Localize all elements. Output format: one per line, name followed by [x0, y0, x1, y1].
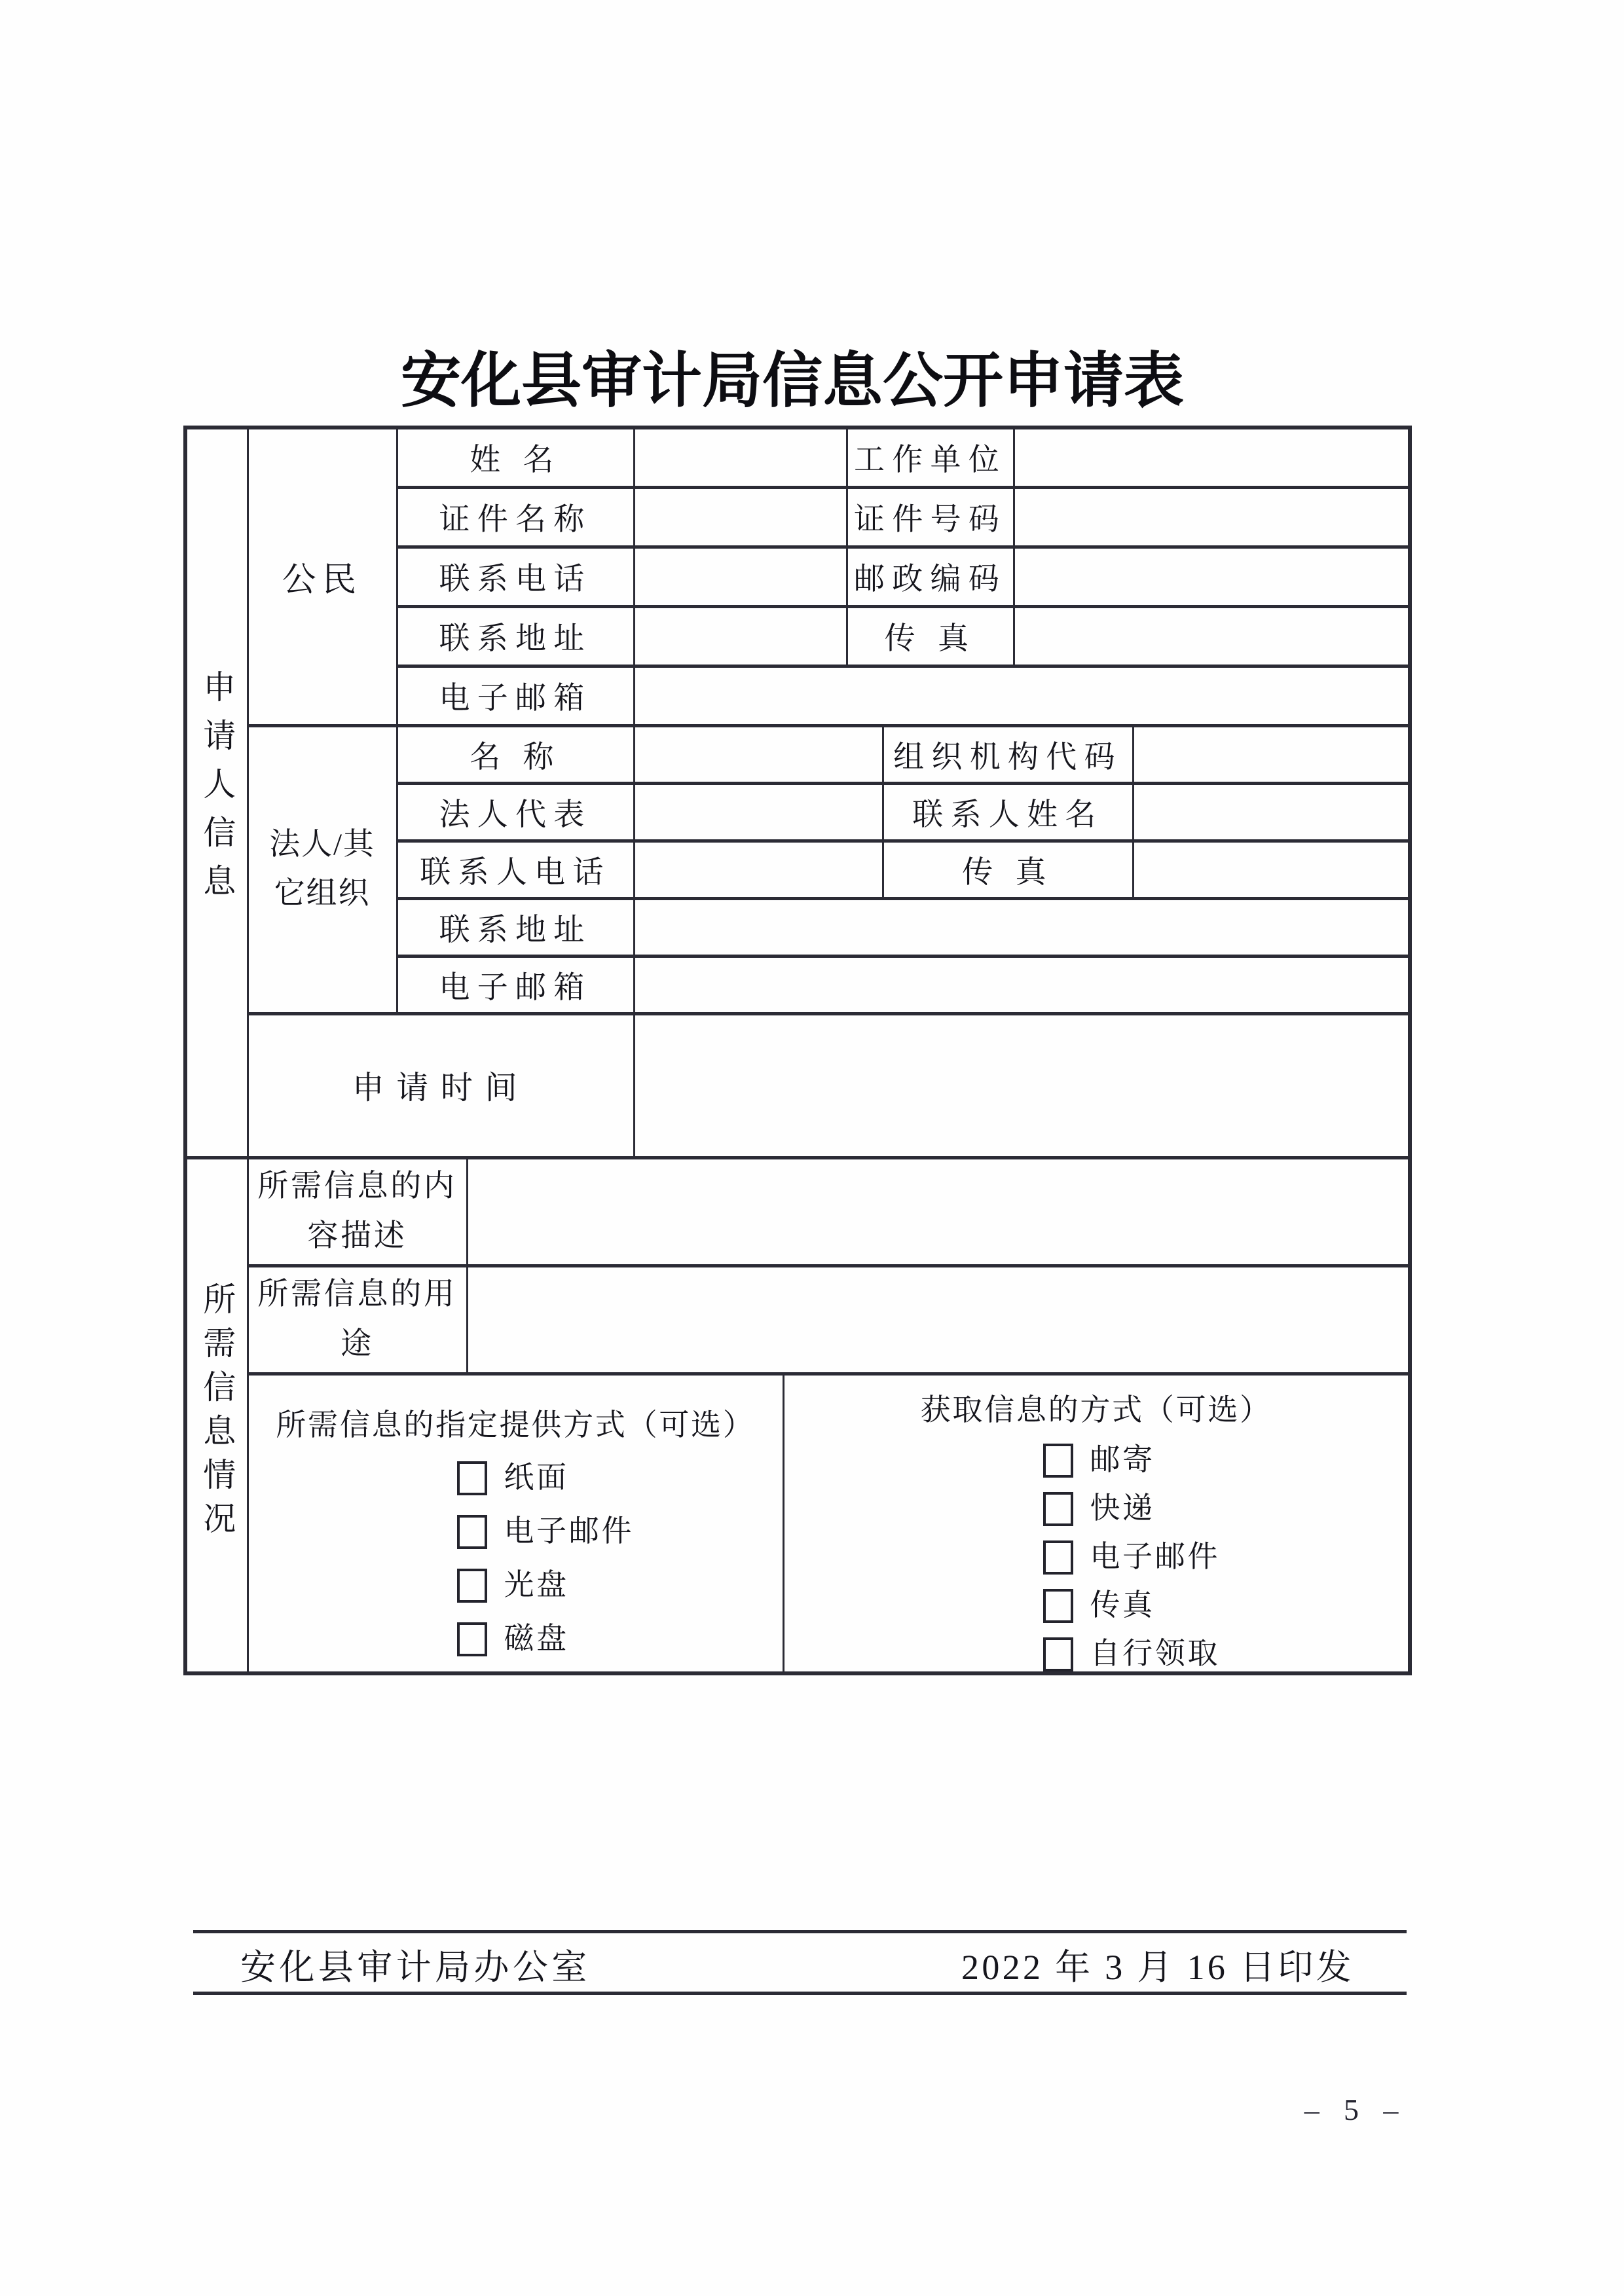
- legal-contact-phone-value-cell[interactable]: [634, 841, 883, 898]
- footer-print-date: 2022 年 3 月 16 日印发: [961, 1947, 1354, 1987]
- checkbox-cd[interactable]: [457, 1569, 487, 1603]
- option-paper: [457, 1461, 569, 1495]
- citizen-email-value-cell[interactable]: [634, 666, 1410, 725]
- checkbox-label: 电子邮件: [1090, 1540, 1221, 1574]
- needed-usage-value-cell[interactable]: [467, 1266, 1410, 1374]
- label-legal-contact-phone: 联系人电话: [397, 841, 634, 898]
- citizen-postcode-value-cell[interactable]: [1014, 547, 1410, 606]
- checkbox-label: 电子邮件: [504, 1514, 635, 1548]
- citizen-phone-value-cell[interactable]: [634, 547, 847, 606]
- section-label-applicant-info: [185, 428, 248, 1157]
- footer-office-name: 安化县审计局办公室: [240, 1947, 591, 1987]
- checkbox-label: 磁盘: [504, 1622, 569, 1656]
- section-label-needed-info: [185, 1157, 248, 1673]
- option-email-obtain: [1043, 1540, 1221, 1575]
- citizen-id-number-value-cell[interactable]: [1014, 487, 1410, 547]
- provide-method-header: 所需信息的指定提供方式（可选）: [276, 1408, 755, 1442]
- obtain-method-header: 获取信息的方式（可选）: [920, 1393, 1272, 1427]
- checkbox-label: 自行领取: [1090, 1637, 1221, 1671]
- label-needed-content-description: 所需信息的内容描述: [248, 1157, 467, 1266]
- option-cd: [457, 1569, 569, 1603]
- label-legal-address: 联系地址: [397, 898, 634, 956]
- page-number: – 5 –: [1304, 2093, 1407, 2126]
- option-email-provide: [457, 1515, 635, 1549]
- label-legal-contact-name: 联系人姓名: [883, 783, 1133, 841]
- checkbox-email-obtain[interactable]: [1043, 1540, 1073, 1575]
- application-form-table: [183, 426, 1412, 1675]
- label-legal-name: 名 称: [397, 725, 634, 783]
- label-citizen-phone: 联系电话: [397, 547, 634, 606]
- legal-address-value-cell[interactable]: [634, 898, 1410, 956]
- legal-fax-value-cell[interactable]: [1133, 841, 1410, 898]
- apply-time-value-cell[interactable]: [634, 1013, 1410, 1157]
- label-legal-org-code: 组织机构代码: [883, 725, 1133, 783]
- checkbox-label: 纸面: [504, 1461, 569, 1495]
- footer: [193, 1939, 1407, 1989]
- checkbox-label: 邮寄: [1090, 1443, 1155, 1477]
- label-citizen-name: 姓 名: [397, 428, 634, 487]
- option-disk: [457, 1622, 569, 1656]
- provide-method-cell: [248, 1374, 783, 1673]
- checkbox-label: 光盘: [504, 1568, 569, 1602]
- legal-representative-value-cell[interactable]: [634, 783, 883, 841]
- applicant-info-vertical-text: 申请人信息: [198, 670, 236, 913]
- obtain-method-cell: [783, 1374, 1410, 1673]
- option-express: [1043, 1492, 1155, 1526]
- legal-name-value-cell[interactable]: [634, 725, 883, 783]
- citizen-address-value-cell[interactable]: [634, 606, 847, 666]
- checkbox-express[interactable]: [1043, 1492, 1073, 1526]
- label-legal-fax: 传 真: [883, 841, 1133, 898]
- label-needed-usage: 所需信息的用途: [248, 1266, 467, 1374]
- label-citizen-email: 电子邮箱: [397, 666, 634, 725]
- obtain-method-options: [1043, 1444, 1409, 1671]
- citizen-name-value-cell[interactable]: [634, 428, 847, 487]
- citizen-id-name-value-cell[interactable]: [634, 487, 847, 547]
- label-citizen-address: 联系地址: [397, 606, 634, 666]
- legal-contact-name-value-cell[interactable]: [1133, 783, 1410, 841]
- option-self-pickup: [1043, 1637, 1221, 1671]
- needed-content-description-value-cell[interactable]: [467, 1157, 1410, 1266]
- checkbox-disk[interactable]: [457, 1622, 487, 1656]
- checkbox-mail[interactable]: [1043, 1444, 1073, 1478]
- option-fax: [1043, 1589, 1155, 1623]
- group-label-legal-entity: [248, 725, 397, 1013]
- checkbox-fax[interactable]: [1043, 1589, 1073, 1623]
- label-citizen-id-number: 证件号码: [847, 487, 1014, 547]
- checkbox-label: 快递: [1090, 1491, 1155, 1525]
- group-label-citizen: 公民: [248, 428, 397, 725]
- option-mail: [1043, 1444, 1155, 1478]
- legal-entity-label-text: 法人/其它组织: [269, 827, 375, 911]
- provide-method-options: [457, 1461, 783, 1656]
- label-apply-time: 申请时间: [248, 1013, 634, 1157]
- needed-info-vertical-text: 所需信息情况: [198, 1282, 236, 1545]
- label-citizen-postcode: 邮政编码: [847, 547, 1014, 606]
- page-title: 安化县审计局信息公开申请表: [400, 348, 1184, 414]
- footer-divider-top: [193, 1930, 1407, 1933]
- legal-email-value-cell[interactable]: [634, 956, 1410, 1013]
- checkbox-self-pickup[interactable]: [1043, 1637, 1073, 1671]
- checkbox-label: 传真: [1090, 1588, 1155, 1622]
- footer-divider-bottom: [193, 1992, 1407, 1995]
- checkbox-paper[interactable]: [457, 1461, 487, 1495]
- legal-org-code-value-cell[interactable]: [1133, 725, 1410, 783]
- label-citizen-fax: 传 真: [847, 606, 1014, 666]
- label-legal-email: 电子邮箱: [397, 956, 634, 1013]
- label-citizen-workunit: 工作单位: [847, 428, 1014, 487]
- label-legal-representative: 法人代表: [397, 783, 634, 841]
- citizen-workunit-value-cell[interactable]: [1014, 428, 1410, 487]
- citizen-fax-value-cell[interactable]: [1014, 606, 1410, 666]
- checkbox-email-provide[interactable]: [457, 1515, 487, 1549]
- label-citizen-id-name: 证件名称: [397, 487, 634, 547]
